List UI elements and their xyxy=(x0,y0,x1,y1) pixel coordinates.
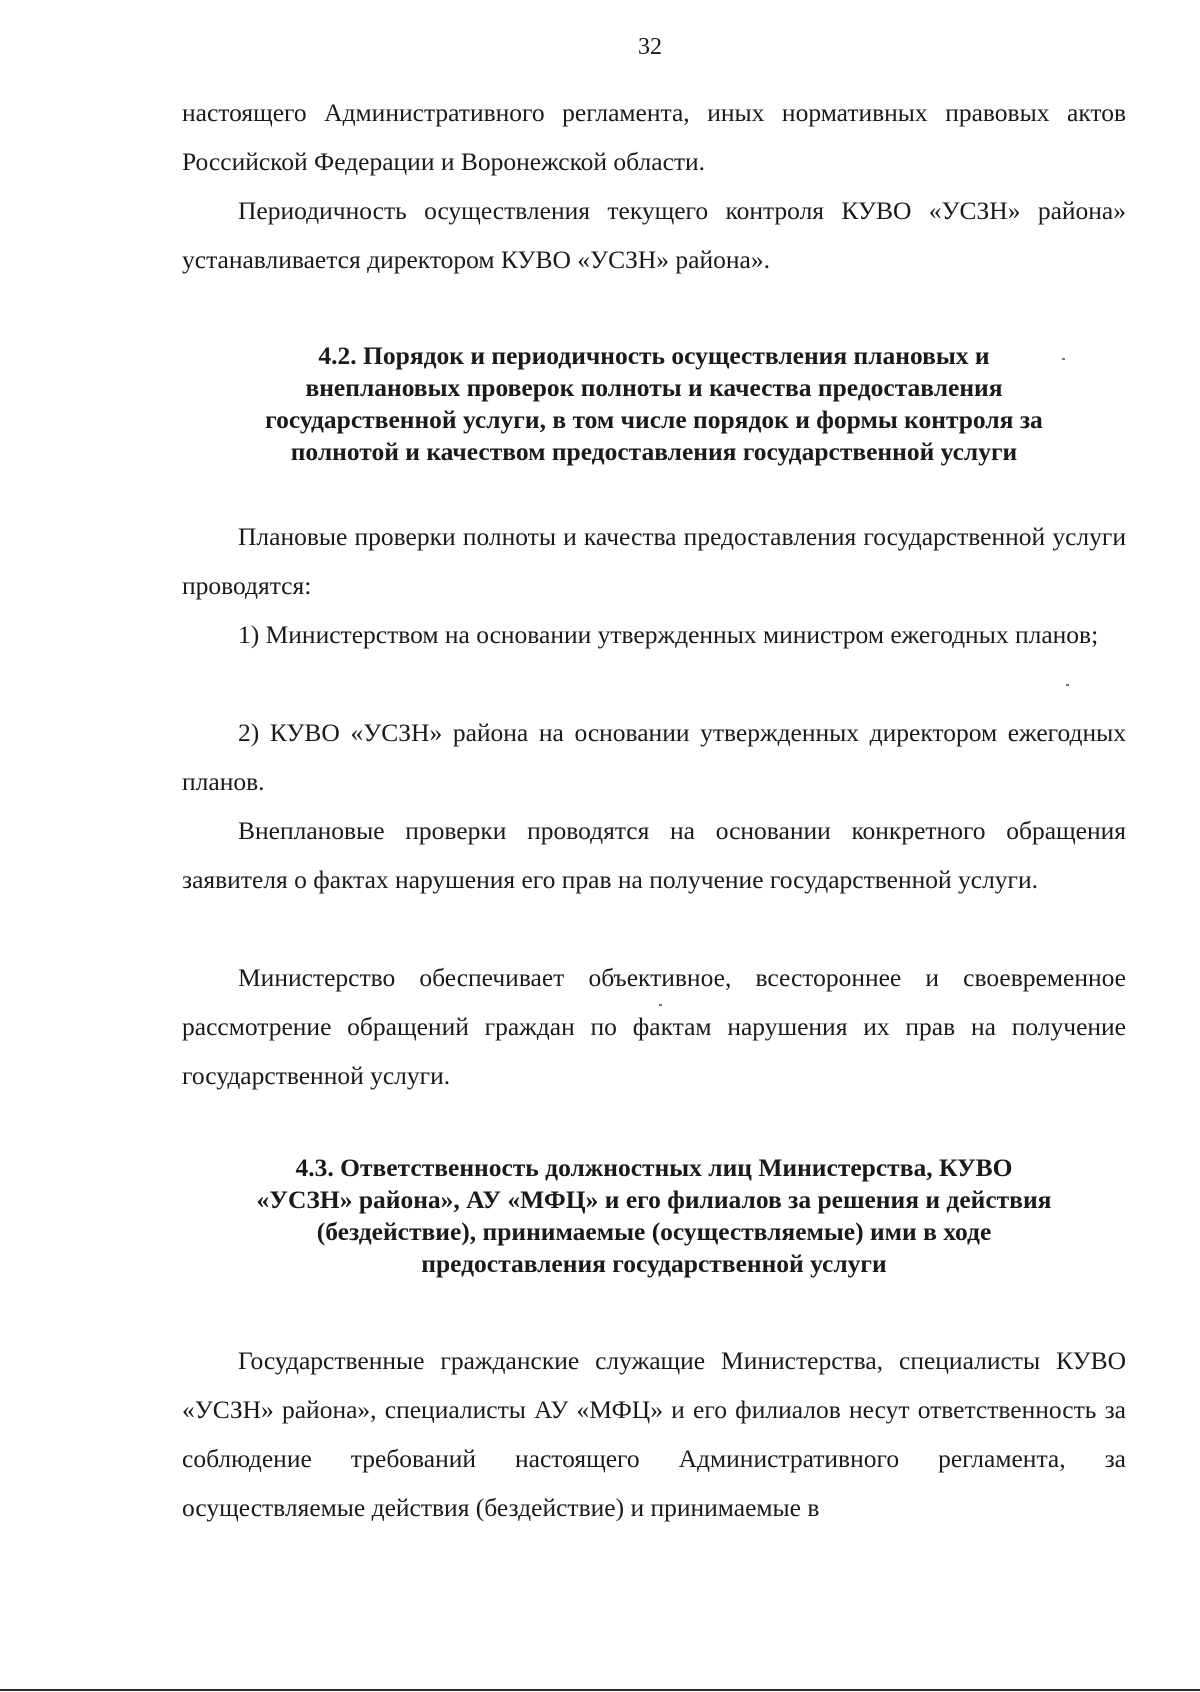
scan-artifact xyxy=(1066,684,1069,686)
heading-line: предоставления государственной услуги xyxy=(421,1249,887,1278)
scan-artifact xyxy=(659,1004,662,1006)
heading-line: 4.3. Ответственность должностных лиц Министерства, КУВО xyxy=(295,1153,1013,1182)
heading-line: полнотой и качеством предоставления государственной услуги xyxy=(290,437,1018,466)
page-number: 32 xyxy=(638,34,662,60)
paragraph-responsibility: Государственные гражданские служащие Министерства, специалисты КУВО «УСЗН» района», специалисты АУ «МФЦ» и его филиалов несут ответственность за соблюдение требований настоящего Административного регламента, за осуществляемые действия (бездействие) и принимаемые в xyxy=(182,1346,1126,1522)
heading-line: (бездействие), принимаемые (осуществляемые) ими в ходе xyxy=(316,1217,992,1246)
scan-artifact xyxy=(1062,358,1065,360)
section-heading-4-2 xyxy=(182,340,1126,468)
heading-line: внеплановых проверок полноты и качества предоставления xyxy=(305,373,1003,402)
page-edge-line xyxy=(0,1689,1200,1691)
list-item-ministry: 1) Министерством на основании утвержденных министром ежегодных планов; xyxy=(238,620,1099,649)
paragraph-control-frequency: Периодичность осуществления текущего контроля КУВО «УСЗН» района» устанавливается директором КУВО «УСЗН» района». xyxy=(182,196,1126,274)
heading-line: 4.2. Порядок и периодичность осуществления плановых и xyxy=(318,341,990,370)
paragraph-planned-checks: Плановые проверки полноты и качества предоставления государственной услуги проводятся: xyxy=(182,522,1126,600)
heading-line: государственной услуги, в том числе порядок и формы контроля за xyxy=(265,405,1043,434)
paragraph-unplanned-checks: Внеплановые проверки проводятся на основании конкретного обращения заявителя о фактах нарушения его прав на получение государственной услуги. xyxy=(182,816,1126,894)
paragraph-ministry-review: Министерство обеспечивает объективное, всестороннее и своевременное рассмотрение обращений граждан по фактам нарушения их прав на получение государственной услуги. xyxy=(182,963,1126,1090)
section-heading-4-3 xyxy=(182,1152,1126,1280)
heading-line: «УСЗН» района», АУ «МФЦ» и его филиалов за решения и действия xyxy=(256,1185,1052,1214)
list-item-kuvo: 2) КУВО «УСЗН» района на основании утвержденных директором ежегодных планов. xyxy=(182,718,1126,796)
paragraph-continuation: настоящего Административного регламента, иных нормативных правовых актов Российской Федерации и Воронежской области. xyxy=(182,98,1126,176)
